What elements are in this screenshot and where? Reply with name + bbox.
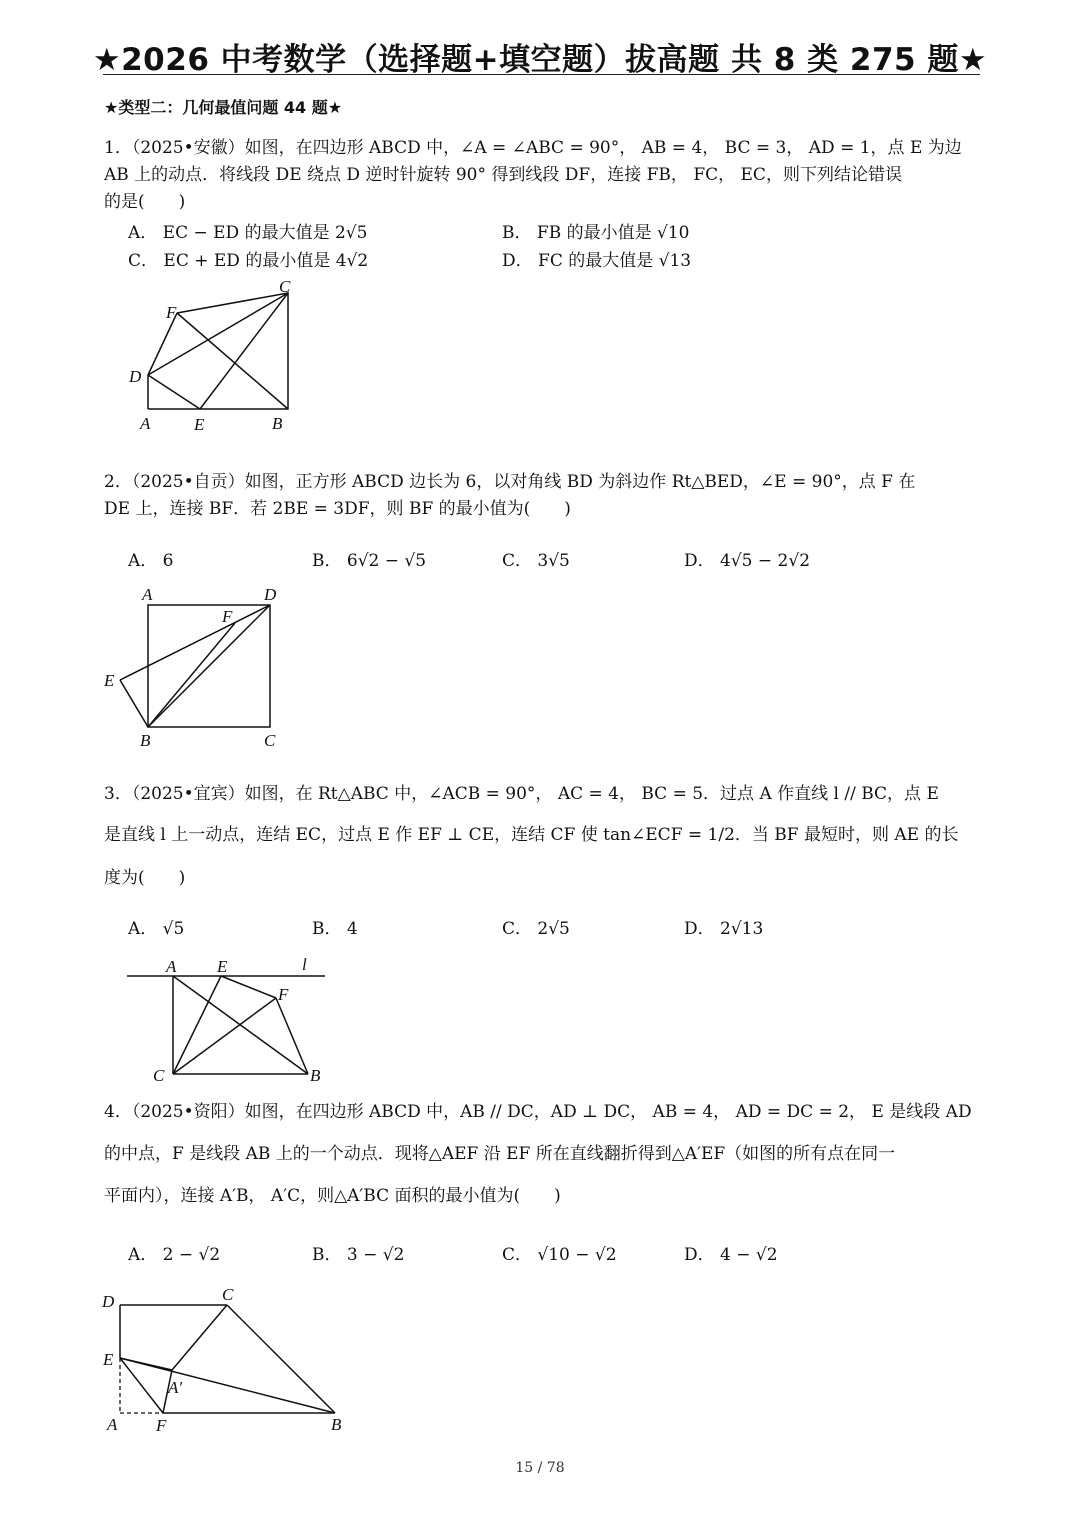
question-2-option-d: D． 4√5 − 2√2: [684, 551, 811, 571]
figure-3-label-f: F: [278, 985, 289, 1004]
question-1-line-3: 的是( ): [104, 192, 186, 212]
page-number: 15 / 78: [515, 1460, 565, 1476]
figure-4-label-e: E: [103, 1350, 114, 1369]
figure-2-label-a: A: [142, 585, 153, 604]
figure-2-label-f: F: [222, 607, 233, 626]
section-heading: ★类型二：几何最值问题 44 题★: [104, 98, 343, 117]
figure-4-label-a-prime: A′: [168, 1378, 183, 1397]
question-1-option-a: A． EC − ED 的最大值是 2√5: [128, 223, 368, 243]
question-4-option-c: C． √10 − √2: [502, 1245, 617, 1265]
question-3-figure: [120, 950, 340, 1090]
question-3-line-3: 度为( ): [104, 868, 186, 888]
question-2-line-2: DE 上，连接 BF．若 2BE = 3DF，则 BF 的最小值为( ): [104, 499, 571, 519]
figure-4-label-c: C: [222, 1285, 234, 1304]
figure-4-label-b: B: [331, 1415, 342, 1434]
question-4-option-b: B． 3 − √2: [312, 1245, 405, 1265]
figure-2-label-c: C: [264, 731, 276, 750]
figure-3-label-a: A: [166, 957, 177, 976]
question-4-option-d: D． 4 − √2: [684, 1245, 778, 1265]
figure-3-label-c: C: [153, 1066, 165, 1085]
question-4-line-2: 的中点，F 是线段 AB 上的一个动点．现将△AEF 沿 EF 所在直线翻折得到△A′EF（如图的所有点在同一: [104, 1144, 896, 1164]
question-2-line-1: 2．（2025•自贡）如图，正方形 ABCD 边长为 6，以对角线 BD 为斜边作 Rt△BED，∠E = 90°，点 F 在: [104, 472, 916, 492]
title-divider: [103, 74, 980, 75]
question-3-option-b: B． 4: [312, 919, 358, 939]
question-1-line-1: 1．（2025•安徽）如图，在四边形 ABCD 中，∠A = ∠ABC = 90°， AB = 4， BC = 3， AD = 1，点 E 为边: [104, 138, 962, 158]
question-3-option-d: D． 2√13: [684, 919, 764, 939]
question-2-option-a: A． 6: [128, 551, 174, 571]
figure-2-label-d: D: [264, 585, 277, 604]
question-3-option-c: C． 2√5: [502, 919, 570, 939]
figure-1-label-d: D: [129, 367, 142, 386]
question-3-line-2: 是直线 l 上一动点，连结 EC，过点 E 作 EF ⊥ CE，连结 CF 使 tan∠ECF = 1/2．当 BF 最短时，则 AE 的长: [104, 825, 959, 845]
question-3-option-a: A． √5: [128, 919, 185, 939]
question-2-figure: [100, 580, 300, 755]
figure-3-label-e: E: [217, 957, 228, 976]
figure-2-label-b: B: [140, 731, 151, 750]
figure-2-label-e: E: [104, 671, 115, 690]
question-2-option-c: C． 3√5: [502, 551, 570, 571]
figure-4-label-a: A: [107, 1415, 118, 1434]
figure-1-label-f: F: [166, 303, 177, 322]
figure-1-label-c: C: [279, 277, 291, 296]
question-3-line-1: 3．（2025•宜宾）如图，在 Rt△ABC 中，∠ACB = 90°， AC = 4， BC = 5．过点 A 作直线 l // BC，点 E: [104, 784, 939, 804]
figure-1-label-a: A: [140, 414, 151, 433]
question-4-line-1: 4．（2025•资阳）如图，在四边形 ABCD 中，AB // DC，AD ⊥ DC， AB = 4， AD = DC = 2， E 是线段 AD: [104, 1102, 972, 1122]
figure-1-label-b: B: [272, 414, 283, 433]
figure-4-label-d: D: [102, 1292, 115, 1311]
document-title: ★2026 中考数学（选择题+填空题）拔高题 共 8 类 275 题★: [92, 42, 988, 78]
figure-4-label-f: F: [156, 1416, 167, 1435]
question-1-figure: [120, 272, 320, 437]
question-1-option-c: C． EC + ED 的最小值是 4√2: [128, 251, 369, 271]
figure-3-label-b: B: [310, 1066, 321, 1085]
question-1-option-b: B． FB 的最小值是 √10: [502, 223, 690, 243]
question-4-figure: [100, 1280, 360, 1440]
question-1-line-2: AB 上的动点．将线段 DE 绕点 D 逆时针旋转 90° 得到线段 DF，连接 FB， FC， EC，则下列结论错误: [104, 165, 902, 185]
question-4-option-a: A． 2 − √2: [128, 1245, 221, 1265]
question-4-line-3: 平面内），连接 A′B， A′C，则△A′BC 面积的最小值为( ): [104, 1186, 561, 1206]
figure-3-label-l: l: [302, 955, 307, 974]
figure-1-label-e: E: [194, 415, 205, 434]
question-1-option-d: D． FC 的最大值是 √13: [502, 251, 692, 271]
question-2-option-b: B． 6√2 − √5: [312, 551, 427, 571]
